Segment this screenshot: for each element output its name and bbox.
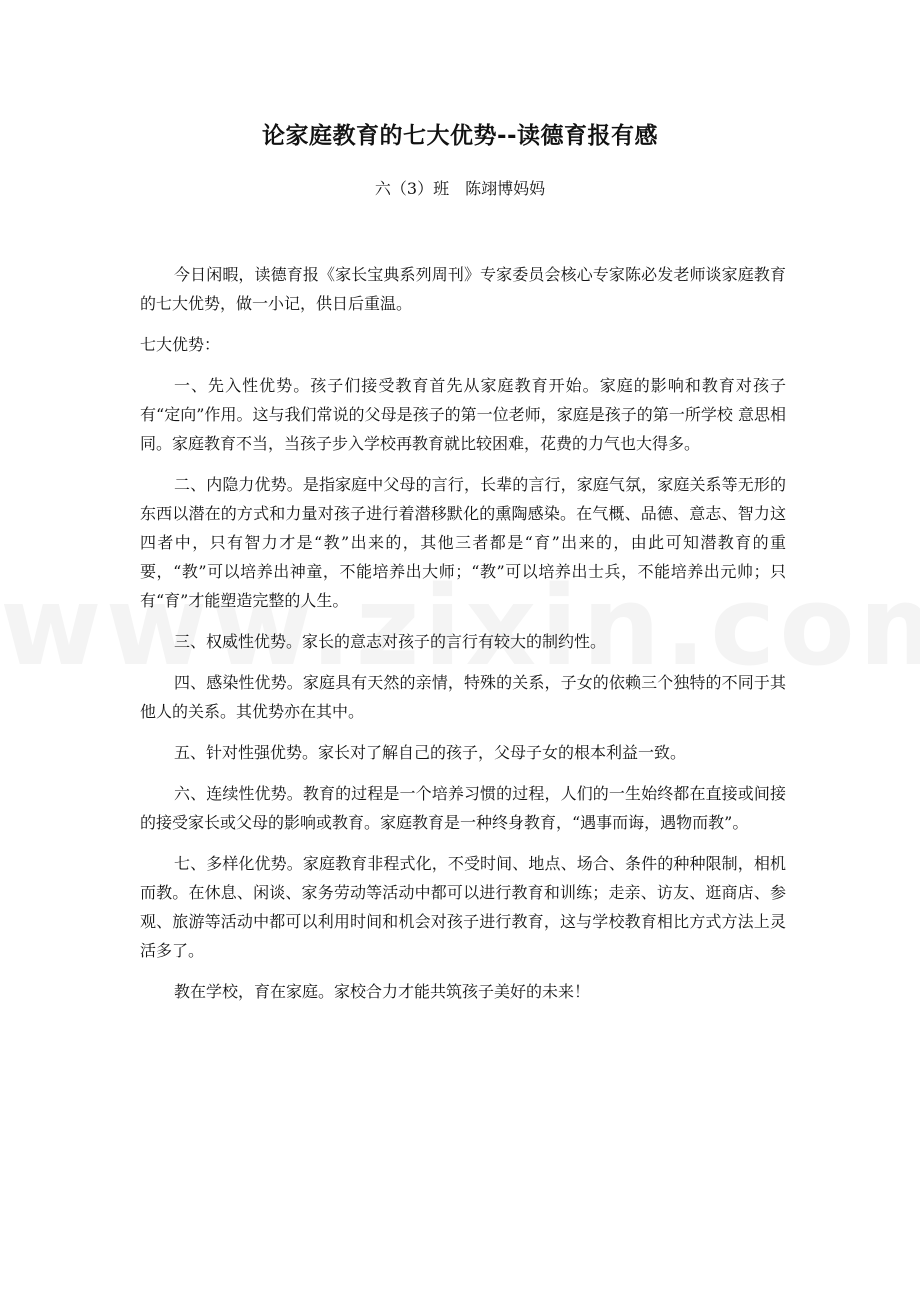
paragraph-advantage-1: 一、先入性优势。孩子们接受教育首先从家庭教育开始。家庭的影响和教育对孩子有“定向”作用。这与我们常说的父母是孩子的第一位老师，家庭是孩子的第一所学校 意思相同。家庭教育不当，当孩子步入学校再教育就比较困难，花费的力气也大得多。 xyxy=(140,376,786,453)
paragraph-conclusion: 教在学校，育在家庭。家校合力才能共筑孩子美好的未来！ xyxy=(174,982,591,1001)
paragraph-advantage-2: 二、内隐力优势。是指家庭中父母的言行，长辈的言行，家庭气氛，家庭关系等无形的东西以潜在的方式和力量对孩子进行着潜移默化的熏陶感染。在气概、品德、意志、智力这四者中，只有智力才是“教”出来的，其他三者都是“育”出来的，由此可知潜教育的重要，“教”可以培养出神童，不能培养出大师；“教”可以培养出士兵，不能培养出元帅；只有“育”才能塑造完整的人生。 xyxy=(140,475,786,610)
document-title: 论家庭教育的七大优势--读德育报有感 xyxy=(261,123,659,149)
paragraph-advantage-6: 六、连续性优势。教育的过程是一个培养习惯的过程，人们的一生始终都在直接或间接的接受家长或父母的影响或教育。家庭教育是一种终身教育，“遇事而诲，遇物而教”。 xyxy=(140,784,786,832)
paragraph-advantage-7: 七、多样化优势。家庭教育非程式化，不受时间、地点、场合、条件的种种限制，相机而教。在休息、闲谈、家务劳动等活动中都可以进行教育和训练；走亲、访友、逛商店、参观、旅游等活动中都可以利用时间和机会对孩子进行教育，这与学校教育相比方式方法上灵活多了。 xyxy=(140,854,786,960)
paragraph-advantage-3: 三、权威性优势。家长的意志对孩子的言行有较大的制约性。 xyxy=(174,632,607,651)
document-body xyxy=(140,260,786,1018)
paragraph-advantage-5: 五、针对性强优势。家长对了解自己的孩子，父母子女的根本利益一致。 xyxy=(174,743,687,762)
paragraph-list-heading: 七大优势： xyxy=(140,335,221,354)
paragraph-advantage-4: 四、感染性优势。家庭具有天然的亲情，特殊的关系，子女的依赖三个独特的不同于其他人的关系。其优势亦在其中。 xyxy=(140,673,786,721)
author-line: 六（3）班 陈翊博妈妈 xyxy=(374,179,546,198)
paragraph-intro: 今日闲暇，读德育报《家长宝典系列周刊》专家委员会核心专家陈必发老师谈家庭教育的七大优势，做一小记，供日后重温。 xyxy=(140,265,786,313)
